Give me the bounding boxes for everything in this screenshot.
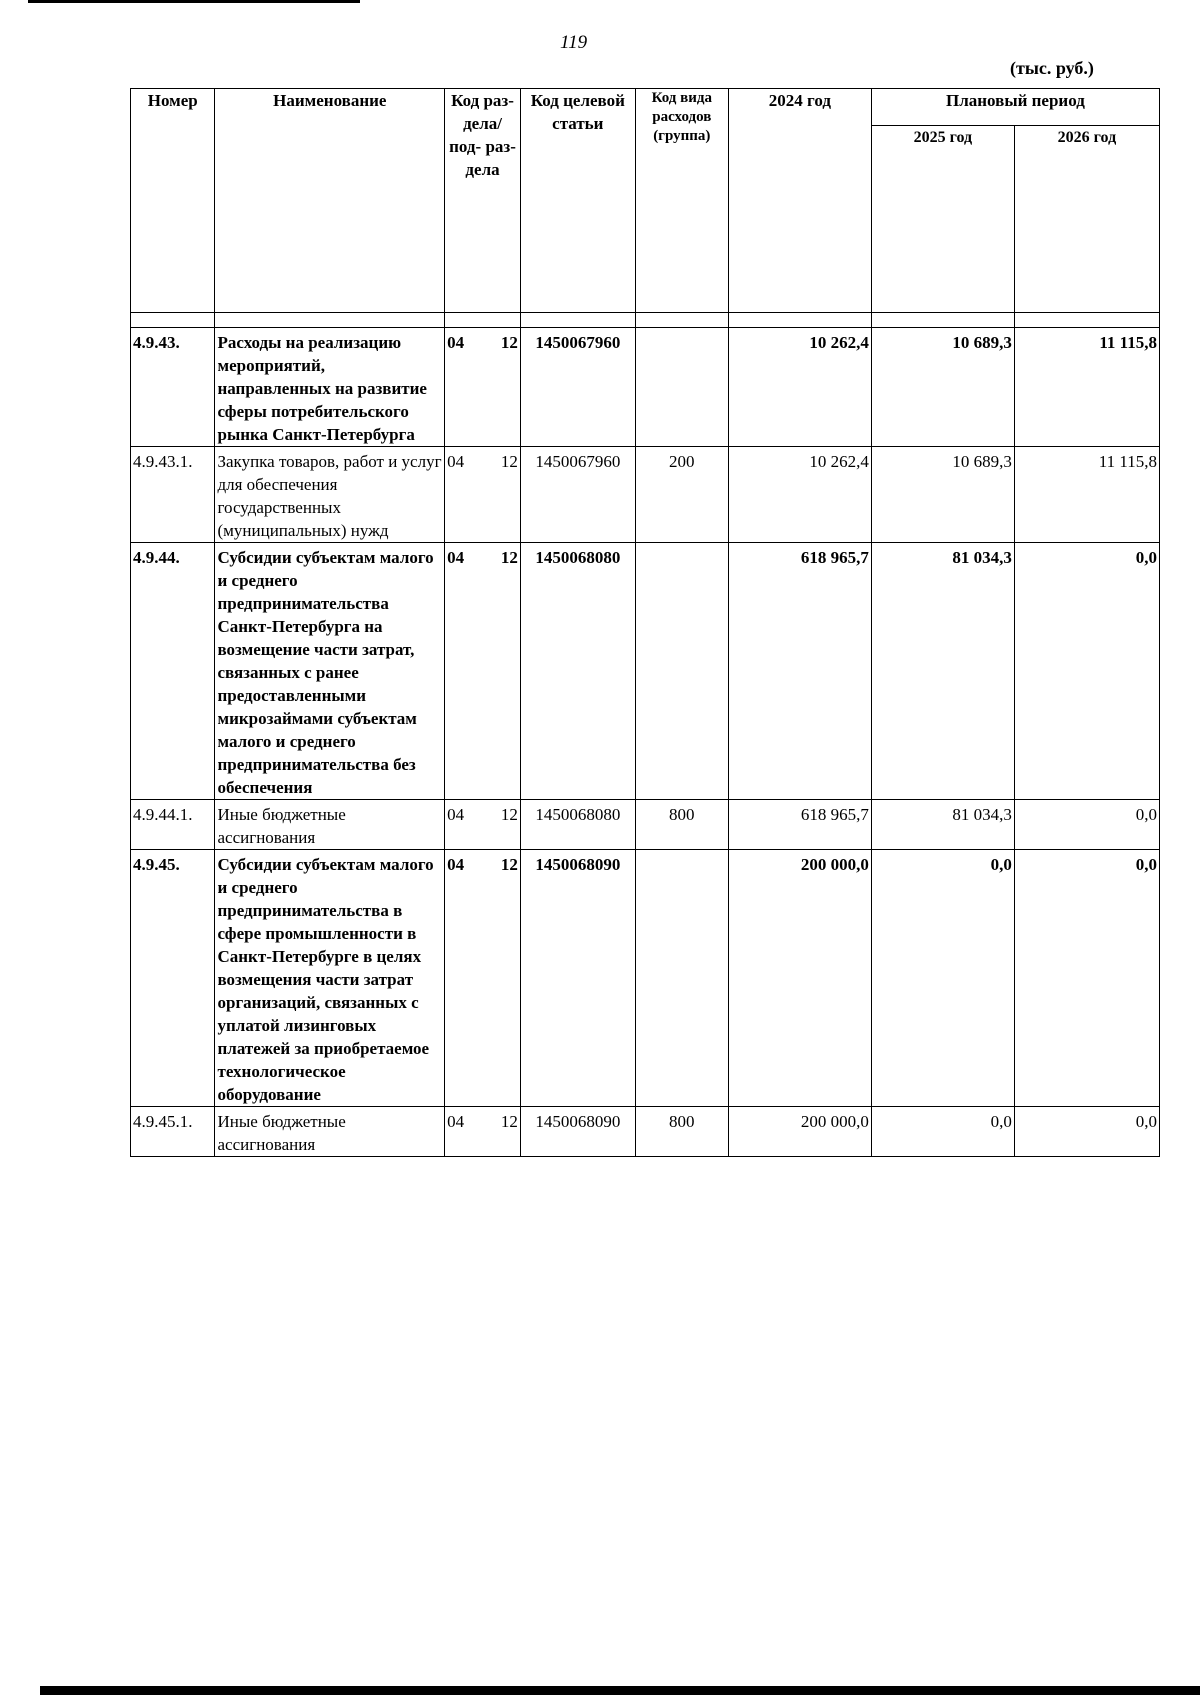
row-expense-type: 800	[635, 1107, 728, 1157]
table-row	[131, 447, 1160, 543]
gap-cell	[445, 313, 521, 328]
row-value-2026: 0,0	[1014, 850, 1159, 1107]
bottom-scan-edge	[40, 1686, 1200, 1695]
gap-cell	[131, 313, 215, 328]
row-section-code	[445, 800, 521, 850]
row-expense-type	[635, 850, 728, 1107]
row-value-2026: 0,0	[1014, 543, 1159, 800]
row-value-2025: 10 689,3	[871, 328, 1014, 447]
subsection-code: 12	[500, 805, 518, 824]
row-section-code	[445, 328, 521, 447]
subsection-code: 12	[500, 333, 518, 352]
row-name: Субсидии субъектам малого и среднего предпринимательства в сфере промышленности в Санкт-Петербурге в целях возмещения части затрат организаций, связанных с уплатой лизинговых платежей за приобретаемое технологическое оборудование	[215, 850, 445, 1107]
row-value-2026: 11 115,8	[1014, 328, 1159, 447]
row-expense-type	[635, 328, 728, 447]
header-expense-type-code: Код вида расходов (группа)	[635, 89, 728, 313]
row-value-2026: 0,0	[1014, 1107, 1159, 1157]
row-target-code: 1450067960	[520, 447, 635, 543]
row-value-2024: 10 262,4	[728, 328, 871, 447]
row-name: Иные бюджетные ассигнования	[215, 800, 445, 850]
top-rule	[28, 0, 360, 3]
row-section-code	[445, 1107, 521, 1157]
table-row	[131, 800, 1160, 850]
row-number: 4.9.45.1.	[131, 1107, 215, 1157]
section-code: 04	[447, 1112, 465, 1131]
header-gap-row	[131, 313, 1160, 328]
gap-cell	[871, 313, 1014, 328]
row-expense-type: 200	[635, 447, 728, 543]
row-expense-type: 800	[635, 800, 728, 850]
section-code: 04	[447, 805, 465, 824]
gap-cell	[1014, 313, 1159, 328]
section-code: 04	[447, 452, 465, 471]
table-row	[131, 543, 1160, 800]
header-number: Номер	[131, 89, 215, 313]
gap-cell	[520, 313, 635, 328]
row-target-code: 1450068080	[520, 800, 635, 850]
row-target-code: 1450068090	[520, 850, 635, 1107]
header-year-2026: 2026 год	[1014, 126, 1159, 313]
units-label: (тыс. руб.)	[1010, 58, 1094, 78]
table-row	[131, 850, 1160, 1107]
row-value-2024: 618 965,7	[728, 543, 871, 800]
row-name: Иные бюджетные ассигнования	[215, 1107, 445, 1157]
row-number: 4.9.43.1.	[131, 447, 215, 543]
header-year-2025: 2025 год	[871, 126, 1014, 313]
header-name: Наименование	[215, 89, 445, 313]
header-planned-period: Плановый период	[871, 89, 1159, 126]
row-number: 4.9.44.	[131, 543, 215, 800]
row-value-2025: 0,0	[871, 850, 1014, 1107]
row-section-code	[445, 543, 521, 800]
page-number: 119	[560, 32, 588, 53]
subsection-code: 12	[500, 548, 518, 567]
row-number: 4.9.43.	[131, 328, 215, 447]
row-number: 4.9.45.	[131, 850, 215, 1107]
row-name: Субсидии субъектам малого и среднего предпринимательства Санкт-Петербурга на возмещение части затрат, связанных с ранее предоставленными микрозаймами субъектам малого и среднего предпринимательства без обеспечения	[215, 543, 445, 800]
row-value-2025: 0,0	[871, 1107, 1014, 1157]
row-value-2025: 81 034,3	[871, 800, 1014, 850]
row-section-code	[445, 447, 521, 543]
subsection-code: 12	[500, 1112, 518, 1131]
row-value-2024: 200 000,0	[728, 1107, 871, 1157]
row-target-code: 1450068090	[520, 1107, 635, 1157]
header-section-code: Код раз- дела/ под- раз- дела	[445, 89, 521, 313]
row-value-2025: 81 034,3	[871, 543, 1014, 800]
row-number: 4.9.44.1.	[131, 800, 215, 850]
header-year-2024: 2024 год	[728, 89, 871, 313]
row-value-2026: 0,0	[1014, 800, 1159, 850]
gap-cell	[635, 313, 728, 328]
gap-cell	[215, 313, 445, 328]
budget-table	[130, 88, 1160, 1157]
row-expense-type	[635, 543, 728, 800]
gap-cell	[728, 313, 871, 328]
subsection-code: 12	[500, 855, 518, 874]
row-section-code	[445, 850, 521, 1107]
subsection-code: 12	[500, 452, 518, 471]
row-name: Закупка товаров, работ и услуг для обеспечения государственных (муниципальных) нужд	[215, 447, 445, 543]
section-code: 04	[447, 548, 465, 567]
row-value-2024: 200 000,0	[728, 850, 871, 1107]
section-code: 04	[447, 333, 465, 352]
section-code: 04	[447, 855, 465, 874]
row-value-2026: 11 115,8	[1014, 447, 1159, 543]
row-target-code: 1450067960	[520, 328, 635, 447]
header-target-code: Код целевой статьи	[520, 89, 635, 313]
row-target-code: 1450068080	[520, 543, 635, 800]
row-value-2025: 10 689,3	[871, 447, 1014, 543]
row-name: Расходы на реализацию мероприятий, направленных на развитие сферы потребительского рынка Санкт-Петербурга	[215, 328, 445, 447]
table-row	[131, 328, 1160, 447]
row-value-2024: 618 965,7	[728, 800, 871, 850]
row-value-2024: 10 262,4	[728, 447, 871, 543]
table-row	[131, 1107, 1160, 1157]
